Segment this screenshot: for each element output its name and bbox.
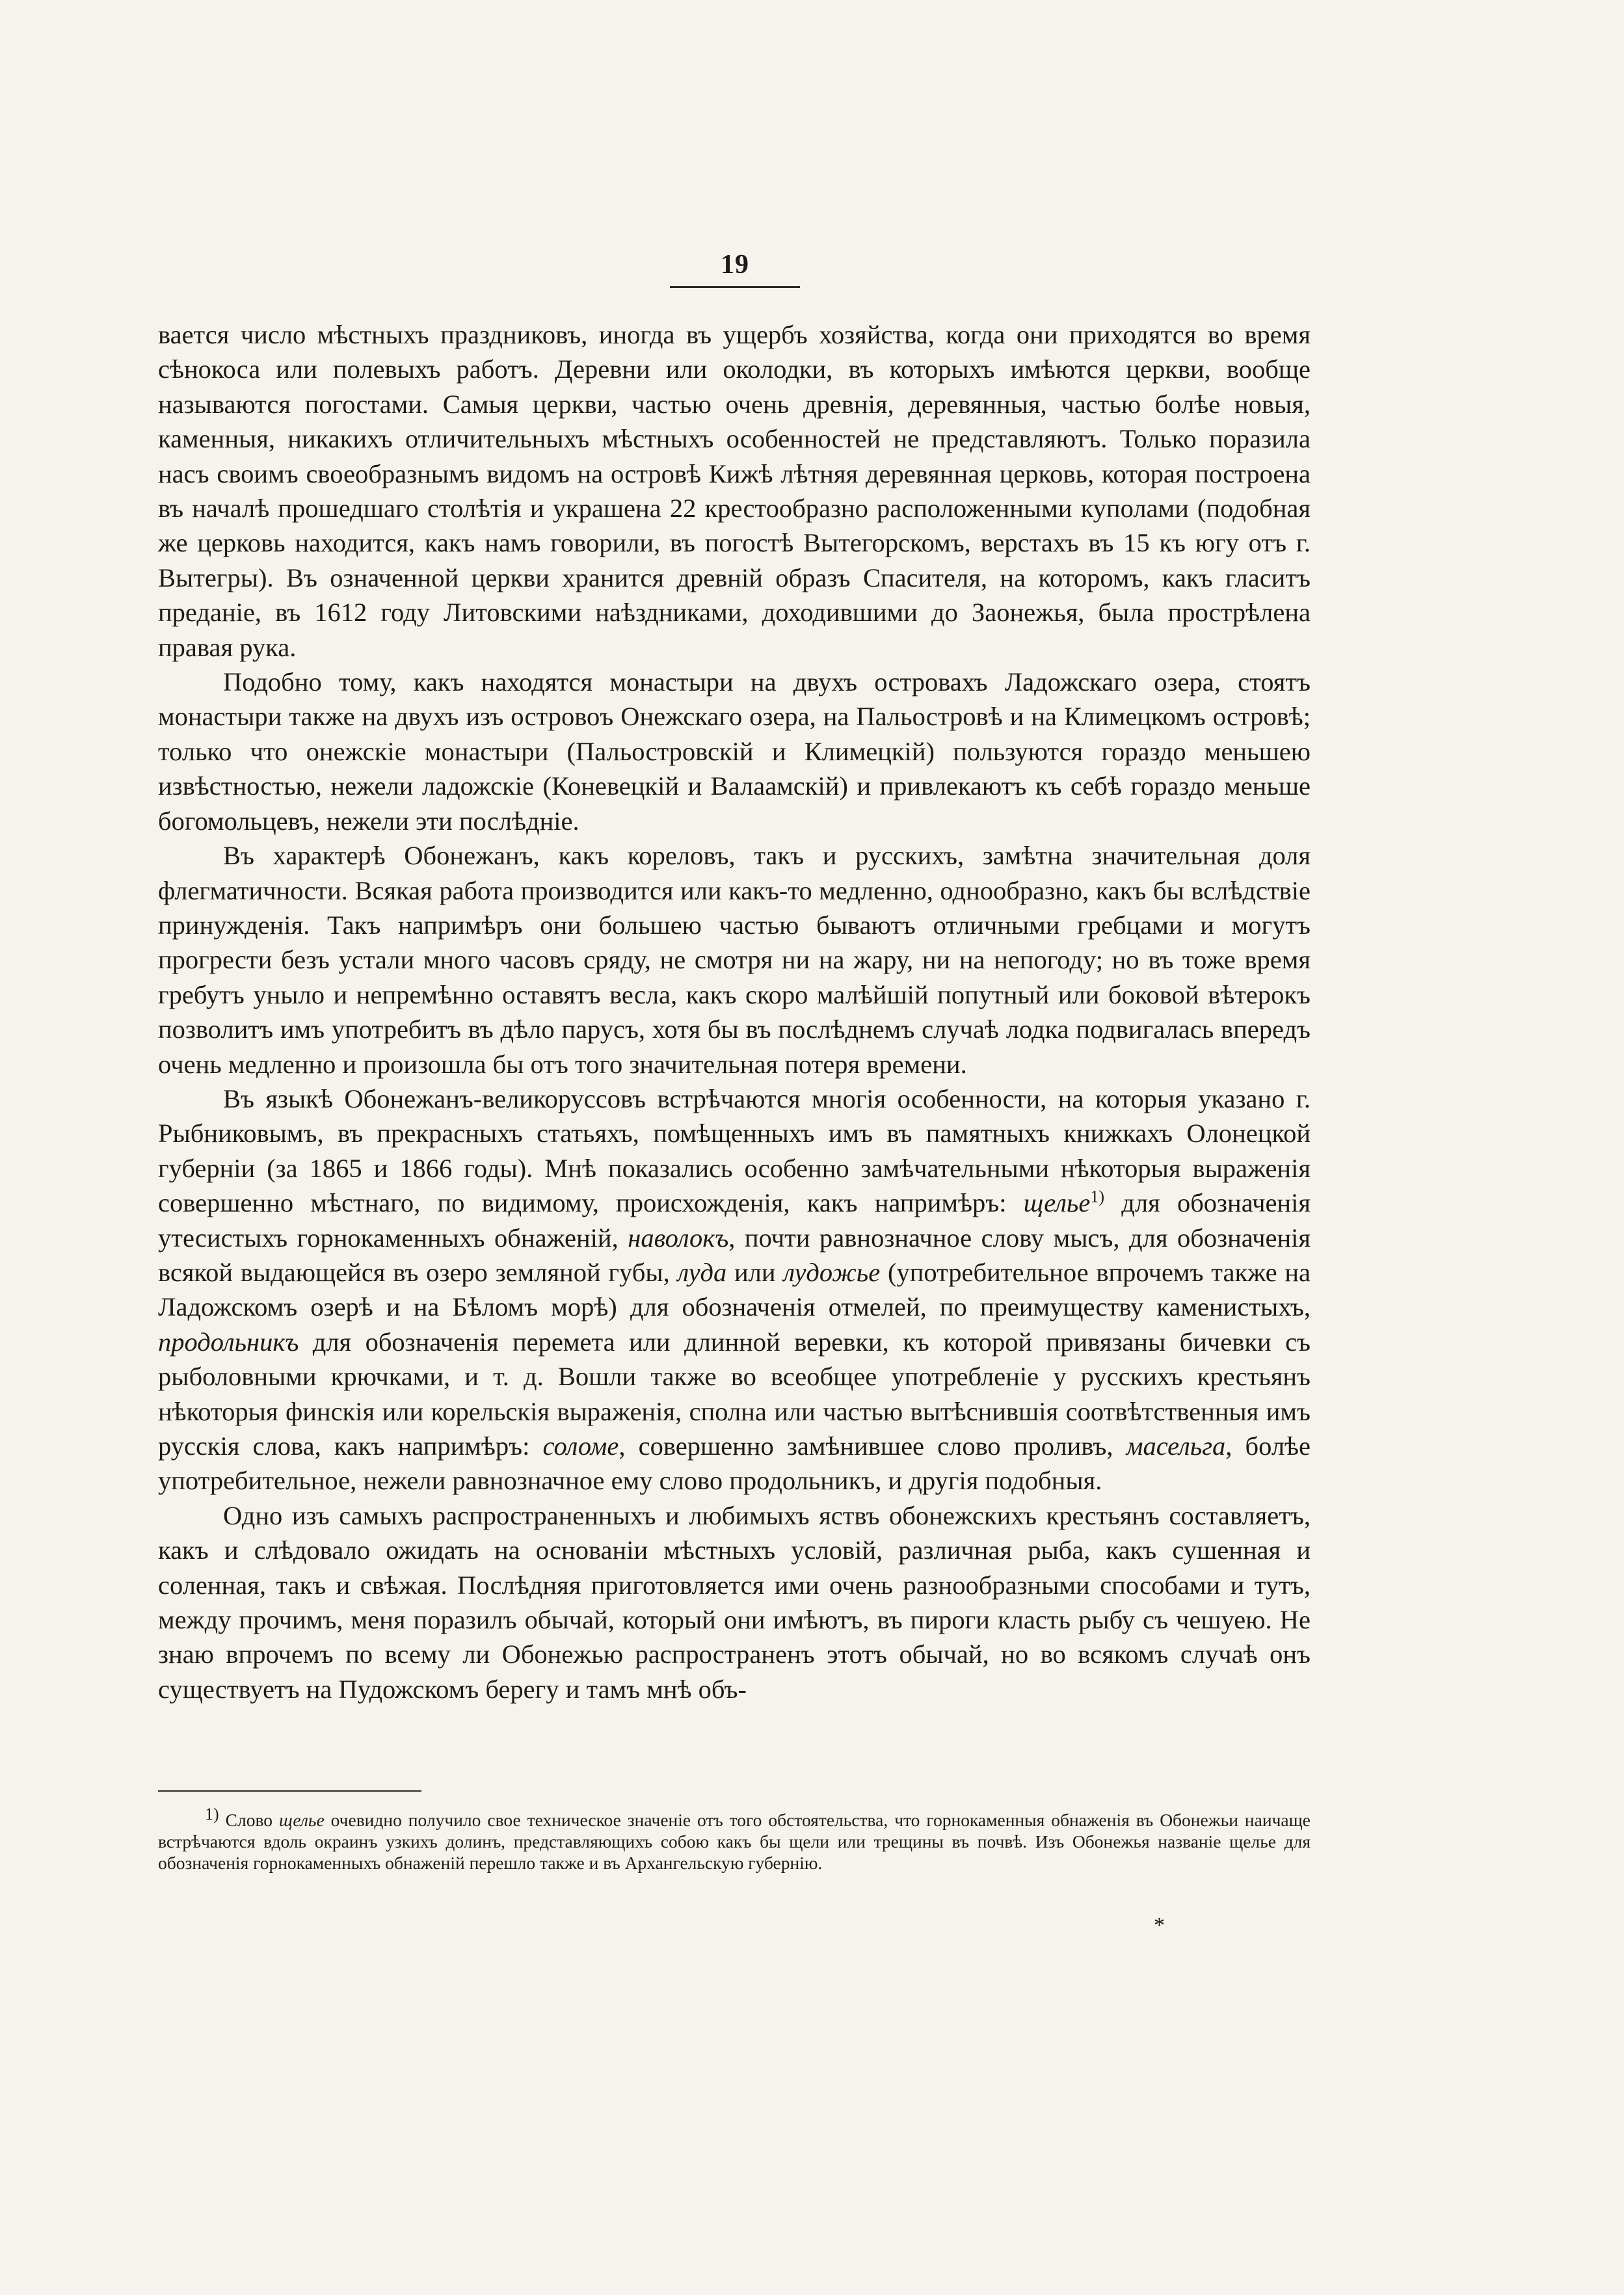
text-run: Въ языкѣ Обонежанъ-великоруссовъ встрѣчаются многія особенности, на которыя указано г. Рыбниковымъ, въ прекрасныхъ статьяхъ, помѣщенныхъ имъ въ памятныхъ книжкахъ Олонецкой губерніи (за 1865 и 1866 годы). Мнѣ показались особенно замѣчательными нѣкоторыя выраженія совершенно мѣстнаго, по видимому, происхожденія, какъ напримѣръ:	[158, 1083, 1311, 1218]
italic-term: наволокъ	[628, 1223, 729, 1253]
paragraph-p3	[158, 838, 1311, 1081]
italic-term: соломе	[542, 1431, 619, 1461]
italic-term: луда	[677, 1257, 727, 1287]
paragraph-p5	[158, 1498, 1311, 1706]
text-run: , совершенно замѣнившее слово проливъ,	[619, 1431, 1126, 1461]
paragraph-p2	[158, 665, 1311, 838]
text-run: (употребительное впрочемъ также на Ладожскомъ озерѣ и на Бѣломъ морѣ) для обозначенія отмелей, по преимуществу каменистыхъ,	[158, 1257, 1311, 1322]
footnote-marker: 1)	[205, 1804, 219, 1824]
text-run: Подобно тому, какъ находятся монастыри на двухъ островахъ Ладожскаго озера, стоятъ монастыри также на двухъ изъ островоъ Онежскаго озера, на Пальостровѣ и на Климецкомъ островѣ; только что онежскіе монастыри (Пальостровскій и Климецкій) пользуются гораздо меньшею извѣстностью, нежели ладожскіе (Коневецкій и Валаамскій) и привлекаютъ къ себѣ гораздо меньше богомольцевъ, нежели эти послѣдніе.	[158, 667, 1311, 836]
text-run: для обозначенія перемета или длинной веревки, къ которой привязаны бичевки съ рыболовными крючками, и т. д. Вошли также во всеобщее употребленіе у русскихъ крестьянъ нѣкоторыя финскія или корельскія выраженія, сполна или частью вытѣснившія соотвѣтственныя имъ русскія слова, какъ напримѣръ:	[158, 1327, 1311, 1461]
footnote-separator	[158, 1790, 421, 1792]
text-run: , болѣе употребительное, нежели равнозначное ему слово продольникъ, и другія подобныя.	[158, 1431, 1311, 1496]
text-run: , почти равнозначное слову мысъ, для обозначенія всякой выдающейся въ озеро земляной губы,	[158, 1223, 1311, 1287]
footnote	[158, 1804, 1311, 1874]
main-text-body	[158, 317, 1311, 1706]
footnote-text	[158, 1804, 1311, 1874]
text-run: Одно изъ самыхъ распространенныхъ и любимыхъ яствъ обонежскихъ крестьянъ составляетъ, какъ и слѣдовало ожидать на основаніи мѣстныхъ условій, различная рыба, какъ сушенная и соленная, такъ и свѣжая. Послѣдняя приготовляется ими очень разнообразными способами и тутъ, между прочимъ, меня поразилъ обычай, который они имѣютъ, въ пироги класть рыбу съ чешуею. Не знаю впрочемъ по всему ли Обонежью распространенъ этотъ обычай, но во всякомъ случаѣ онъ существуетъ на Пудожскомъ берегу и тамъ мнѣ объ-	[158, 1500, 1311, 1704]
italic-term: щелье	[278, 1810, 325, 1830]
page-number: 19	[721, 250, 749, 280]
text-run: Слово	[219, 1810, 279, 1830]
text-run: или	[726, 1257, 784, 1287]
text-run: для обозначенія утесистыхъ горнокаменныхъ обнаженій,	[158, 1188, 1311, 1253]
signature-mark: *	[1154, 1913, 1165, 1937]
text-run: очевидно получило свое техническое значеніе отъ того обстоятельства, что горнокаменныя обнаженія въ Обонежьи наичаще встрѣчаются вдоль окраинъ узкихъ долинъ, представляющихъ собою какъ бы щели или трещины въ почвѣ. Изъ Обонежья названіе щелье для обозначенія горнокаменныхъ обнаженій перешло также и въ Архангельскую губернію.	[158, 1810, 1311, 1873]
italic-term: щелье	[1023, 1188, 1091, 1218]
text-run: Въ характерѣ Обонежанъ, какъ кореловъ, такъ и русскихъ, замѣтна значительная доля флегматичности. Всякая работа производится или какъ-то медленно, однообразно, какъ бы вслѣдствіе принужденія. Такъ напримѣръ они большею частью бываютъ отличными гребцами и могутъ прогрести безъ устали много часовъ сряду, не смотря ни на жару, ни на непогоду; но въ тоже время гребутъ уныло и непремѣнно оставятъ весла, какъ скоро малѣйшій попутный или боковой вѣтерокъ позволитъ имъ употребитъ въ дѣло парусъ, хотя бы въ послѣднемъ случаѣ лодка подвигалась впередъ очень медленно и произошла бы отъ того значительная потеря времени.	[158, 841, 1311, 1079]
paragraph-p4	[158, 1081, 1311, 1498]
italic-term: лудожье	[783, 1257, 881, 1287]
footnote-marker: 1)	[1090, 1187, 1105, 1206]
text-run: вается число мѣстныхъ праздниковъ, иногда въ ущербъ хозяйства, когда они приходятся во время сѣнокоса или полевыхъ работъ. Деревни или околодки, въ которыхъ имѣются церкви, вообще называются погостами. Самыя церкви, частью очень древнія, деревянныя, частью болѣе новыя, каменныя, никакихъ отличительныхъ мѣстныхъ особенностей не представляютъ. Только поразила насъ своимъ своеобразнымъ видомъ на островѣ Кижѣ лѣтняя деревянная церковь, которая построена въ началѣ прошедшаго столѣтія и украшена 22 крестообразно расположенными куполами (подобная же церковь находится, какъ намъ говорили, въ погостѣ Вытегорскомъ, верстахъ въ 15 къ югу отъ г. Вытегры). Въ означенной церкви хранится древній образъ Спасителя, на которомъ, какъ гласитъ преданіе, въ 1612 году Литовскими наѣздниками, доходившими до Заонежья, была прострѣлена правая рука.	[158, 320, 1311, 662]
paragraph-p1	[158, 317, 1311, 665]
italic-term: продольникъ	[158, 1327, 299, 1357]
italic-term: масельга	[1126, 1431, 1226, 1461]
page-number-rule	[670, 286, 800, 288]
